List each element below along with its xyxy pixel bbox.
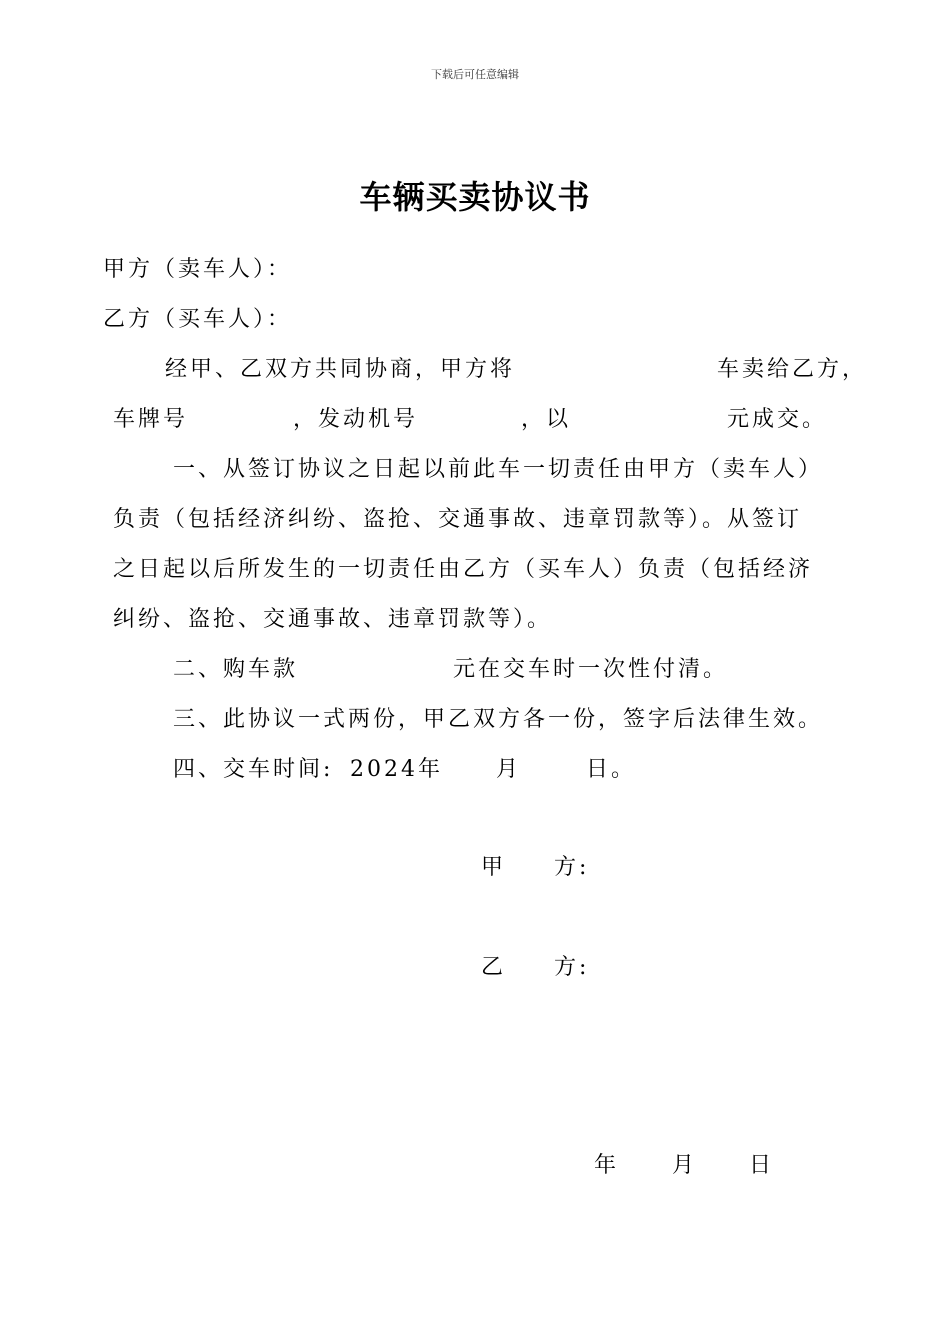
- signature-party-a-char1: 甲: [481, 855, 507, 880]
- clause2-part2: 元在交车时一次性付清。: [453, 657, 729, 682]
- header-note: 下载后可任意编辑: [431, 68, 519, 81]
- clause1-line1: 一、从签订协议之日起以前此车一切责任由甲方（卖车人）: [173, 457, 824, 482]
- party-b-label: 乙方（买车人）：: [103, 307, 293, 332]
- clause1-line2: 负责（包括经济纠纷、盗抢、交通事故、违章罚款等）。从签订: [113, 507, 803, 532]
- intro-line1-part2: 车卖给乙方，: [717, 357, 868, 382]
- document-title: 车辆买卖协议书: [359, 178, 591, 216]
- clause4-month: 月: [496, 757, 522, 782]
- intro-line1-part1: 经甲、乙双方共同协商，甲方将: [165, 357, 516, 382]
- clause2-part1: 二、购车款: [173, 657, 299, 682]
- intro-engine-label: ，发动机号: [293, 407, 419, 432]
- clause4-label: 四、交车时间:: [173, 757, 334, 782]
- clause3: 三、此协议一式两份，甲乙双方各一份，签字后法律生效。: [173, 707, 824, 732]
- footer-date-year: 年: [594, 1153, 620, 1178]
- signature-party-a-char2: 方:: [554, 855, 590, 880]
- clause1-line3: 之日起以后所发生的一切责任由乙方（买车人）负责（包括经济: [113, 557, 814, 582]
- footer-date-month: 月: [672, 1153, 698, 1178]
- clause4-day: 日。: [586, 757, 637, 782]
- intro-price-label: ，以: [521, 407, 572, 432]
- intro-line2-end: 元成交。: [727, 407, 828, 432]
- intro-plate-label: 车牌号: [113, 407, 189, 432]
- party-a-label: 甲方（卖车人）：: [103, 257, 293, 282]
- footer-date-day: 日: [749, 1153, 775, 1178]
- signature-party-b-char1: 乙: [481, 955, 507, 980]
- clause1-line4: 纠纷、盗抢、交通事故、违章罚款等）。: [113, 607, 553, 632]
- clause4-year: 2024年: [350, 757, 443, 782]
- signature-party-b-char2: 方:: [554, 955, 590, 980]
